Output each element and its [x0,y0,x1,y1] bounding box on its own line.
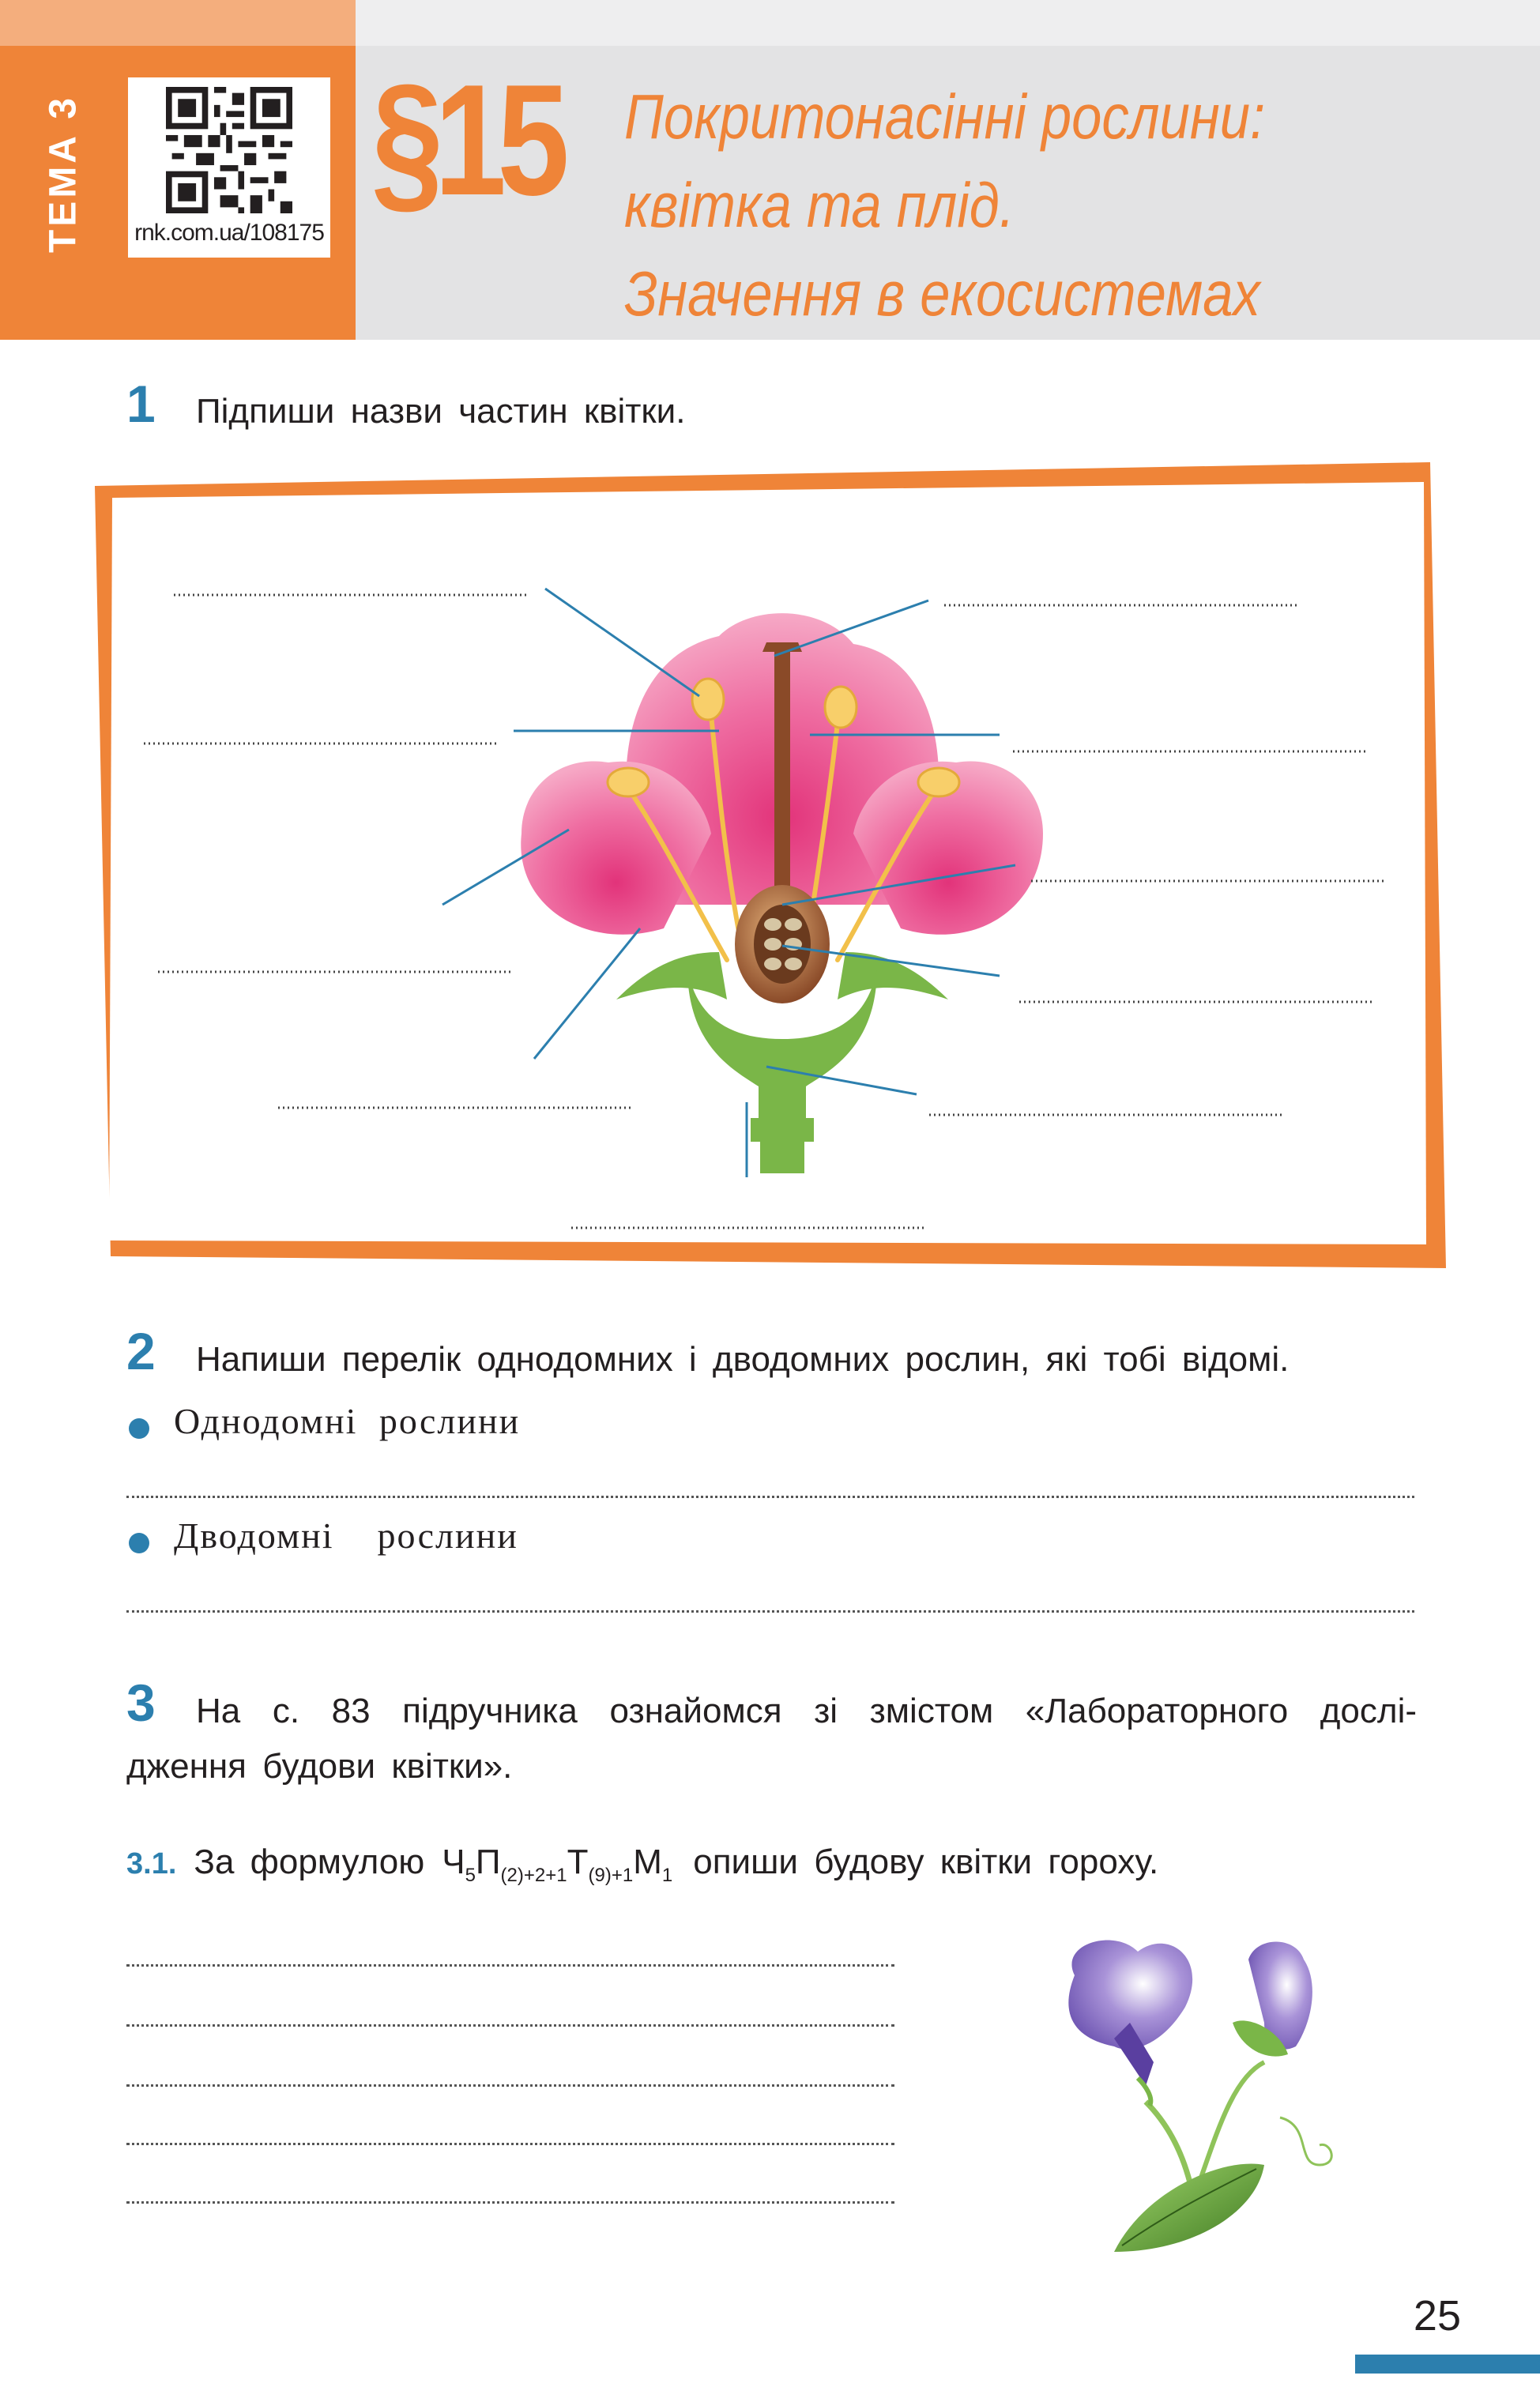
answer-line-4[interactable] [126,2143,894,2145]
anther-4 [918,768,959,796]
topic-text: ТЕМА 3 [42,94,85,254]
page-number-bar [1355,2355,1540,2374]
style [774,652,790,913]
qr-code-icon [166,87,292,213]
qr-url[interactable]: rnk.com.ua/108175 [134,220,324,246]
title-line-3: Значення в екосистемах [624,258,1260,329]
task-3-text-line-1: На с. 83 підручника ознайомся зі змістом «Лабораторного дослі- [196,1692,1417,1730]
qr-code-block[interactable] [128,77,330,258]
task-3-1-number: 3.1. [126,1847,177,1880]
answer-line-1[interactable] [126,1964,894,1967]
anther-3 [608,768,649,796]
page-number: 25 [1413,2292,1461,2340]
task-3-1 [126,1835,1158,1903]
pea-flower-illustration [1027,1928,1359,2260]
monoecious-answer-line[interactable] [126,1496,1414,1498]
answer-line-5[interactable] [126,2201,894,2204]
topic-panel-top-strip [0,0,356,46]
dioecious-answer-line[interactable] [126,1610,1414,1613]
flower-formula: $Ч_5П_{(2)+2+1}Т_{(9)+1}М_1$ [442,1843,673,1886]
dioecious-label: Дводомні рослини [174,1515,518,1556]
header-top-strip [356,0,1540,46]
pedicel [760,1094,804,1173]
task-3-text-line-2: дження будови квітки». [126,1747,513,1786]
anther-2 [825,687,857,728]
monoecious-label: Однодомні рослини [174,1401,521,1441]
task-1-text: Підпиши назви частин квітки. [196,392,686,431]
bullet-icon [129,1418,149,1439]
task-2-number: 2 [126,1322,156,1380]
task-2-text: Напиши перелік однодомних і дводомних рослин, які тобі відомі. [196,1340,1290,1379]
title-line-2: квітка та плід. [624,170,1015,240]
task-3-number: 3 [126,1673,156,1732]
task-1-number: 1 [126,375,156,433]
flower-diagram [95,462,1446,1268]
paragraph-number: §15 [371,52,561,228]
task-3-1-text-after: опиши будову квітки гороху. [693,1843,1159,1881]
task-3-1-text-before: За формулою [194,1843,425,1881]
answer-line-2[interactable] [126,2024,894,2027]
anther-1 [692,679,724,720]
title-line-1: Покритонасінні рослини: [624,81,1266,152]
page-title [624,73,1525,338]
answer-line-3[interactable] [126,2084,894,2087]
bullet-icon [129,1533,149,1553]
topic-label [32,95,95,253]
